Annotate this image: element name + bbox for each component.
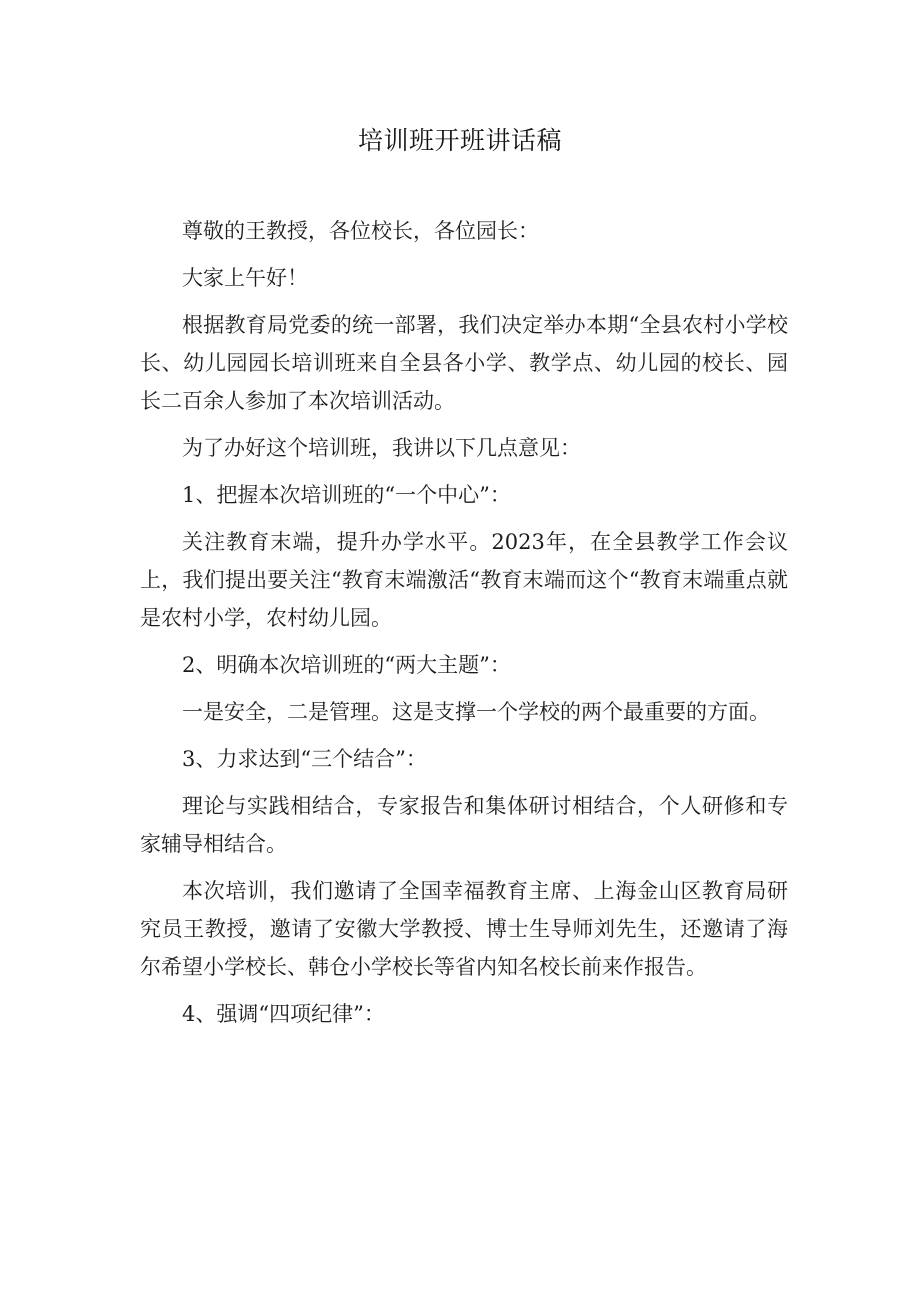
point-3-body: 理论与实践相结合，专家报告和集体研讨相结合，个人研修和专家辅导相结合。 — [140, 794, 788, 856]
document-body — [140, 212, 788, 1033]
point-1-heading: 1、把握本次培训班的“一个中心”： — [182, 483, 511, 507]
salutation-paragraph: 尊敬的王教授，各位校长，各位园长： — [182, 219, 539, 243]
intro-paragraph: 根据教育局党委的统一部署，我们决定举办本期“全县农村小学校长、幼儿园园长培训班来自全县各小学、教学点、幼儿园的校长、园长二百余人参加了本次培训活动。 — [140, 313, 788, 413]
point-4-heading: 4、强调“四项纪律”： — [182, 1002, 385, 1026]
document-title: 培训班开班讲话稿 — [357, 126, 562, 155]
point-2-body: 一是安全，二是管理。这是支撑一个学校的两个最重要的方面。 — [182, 700, 770, 724]
greeting-paragraph: 大家上午好！ — [182, 266, 308, 290]
point-1-body: 关注教育末端，提升办学水平。2023年，在全县教学工作会议上，我们提出要关注“教育末端激活“教育末端而这个“教育末端重点就是农村小学，农村幼儿园。 — [140, 530, 788, 630]
point-2-heading: 2、明确本次培训班的“两大主题”： — [182, 653, 511, 677]
experts-paragraph: 本次培训，我们邀请了全国幸福教育主席、上海金山区教育局研究员王教授，邀请了安徽大学教授、博士生导师刘先生，还邀请了海尔希望小学校长、韩仓小学校长等省内知名校长前来作报告。 — [140, 879, 788, 979]
opinions-lead-paragraph: 为了办好这个培训班，我讲以下几点意见： — [182, 436, 581, 460]
point-3-heading: 3、力求达到“三个结合”： — [182, 747, 427, 771]
